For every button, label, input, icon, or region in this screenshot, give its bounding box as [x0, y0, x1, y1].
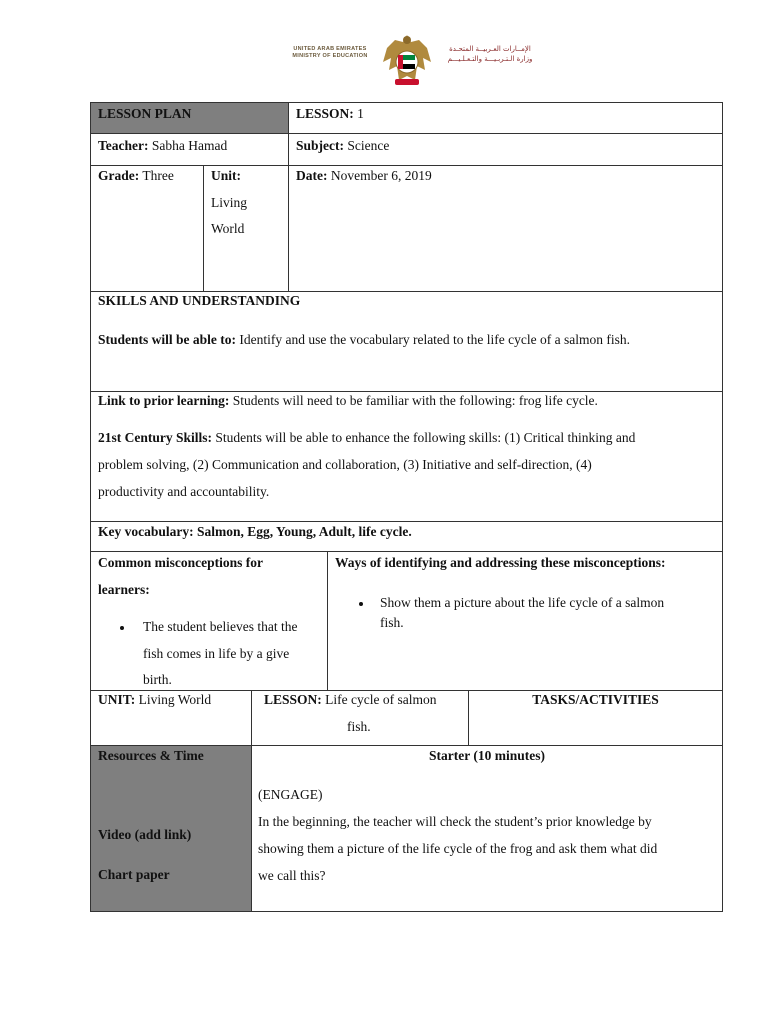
addressing-line1: Show them a picture about the life cycle of a salmon: [380, 595, 665, 610]
subject-value: Science: [344, 138, 390, 153]
resources-cell: [90, 745, 252, 912]
grade-cell: [90, 165, 204, 292]
prior-value: Students will need to be familiar with the following: frog life cycle.: [229, 393, 598, 408]
engage-label: (ENGAGE): [258, 787, 323, 802]
misconception-line2: fish comes in life by a give: [143, 646, 290, 661]
lesson-number: [296, 106, 364, 122]
students-able: [98, 332, 630, 348]
subject: [296, 138, 389, 154]
addressing-misconceptions-cell: [327, 551, 723, 691]
able-label: Students will be able to:: [98, 332, 237, 347]
prior-label: Link to prior learning:: [98, 393, 230, 408]
starter-line1: In the beginning, the teacher will check the student’s prior knowledge by: [258, 814, 652, 829]
uae-emblem-icon: [381, 32, 433, 90]
resource-chart-paper: Chart paper: [98, 867, 170, 882]
ministry-en-line1: UNITED ARAB EMIRATES: [293, 46, 367, 52]
unit-row-unit-label: UNIT:: [98, 692, 136, 707]
resources-heading: Resources & Time: [98, 748, 204, 763]
misconceptions-heading-line2: learners:: [98, 582, 150, 597]
skills-heading: SKILLS AND UNDERSTANDING: [98, 293, 301, 308]
unit-row-unit-cell: [90, 690, 252, 746]
grade: [98, 168, 174, 184]
lesson-plan-cell: [90, 102, 289, 134]
skills-section: [90, 291, 723, 392]
starter-cell: [251, 745, 723, 912]
prior-learning: [98, 393, 598, 409]
teacher: [98, 138, 227, 154]
century-line3: productivity and accountability.: [98, 484, 270, 499]
unit-label: Unit:: [211, 168, 241, 183]
lesson-plan-title: LESSON PLAN: [98, 106, 192, 121]
lesson-value: 1: [353, 106, 364, 121]
resource-video: Video (add link): [98, 827, 192, 842]
unit-row-lesson-line2: fish.: [347, 719, 371, 734]
starter-heading: Starter (10 minutes): [429, 748, 545, 763]
key-vocabulary: Key vocabulary: Salmon, Egg, Young, Adult, life cycle.: [98, 524, 412, 539]
grade-value: Three: [139, 168, 174, 183]
misconceptions-cell: [90, 551, 328, 691]
unit-row-lesson: [264, 692, 437, 708]
ministry-ar-line2: وزارة الـتـربـيـــة والتـعـلـيـــم: [447, 55, 533, 63]
tasks-activities-cell: [468, 690, 723, 746]
teacher-label: Teacher:: [98, 138, 149, 153]
addressing-line2: fish.: [380, 615, 404, 630]
ministry-header: [0, 28, 768, 94]
starter-line3: we call this?: [258, 868, 326, 883]
lesson-number-cell: [288, 102, 723, 134]
unit-row-lesson-cell: [251, 690, 469, 746]
misconception-line3: birth.: [143, 672, 172, 687]
teacher-value: Sabha Hamad: [148, 138, 228, 153]
unit-row-unit-value: Living World: [135, 692, 212, 707]
unit-row-lesson-label: LESSON:: [264, 692, 322, 707]
century-line2: problem solving, (2) Communication and collaboration, (3) Initiative and self-direction, (4): [98, 457, 592, 472]
subject-cell: [288, 133, 723, 166]
prior-learning-section: [90, 391, 723, 522]
able-value: Identify and use the vocabulary related to the life cycle of a salmon fish.: [236, 332, 630, 347]
key-vocabulary-cell: [90, 521, 723, 552]
teacher-cell: [90, 133, 289, 166]
subject-label: Subject:: [296, 138, 344, 153]
ministry-name-arabic: [440, 44, 540, 64]
century-label: 21st Century Skills:: [98, 430, 213, 445]
unit-line1: Living: [211, 195, 247, 210]
unit-row-unit: [98, 692, 211, 708]
unit-cell: [203, 165, 289, 292]
bullet-icon: [120, 626, 124, 630]
misconception-line1: The student believes that the: [143, 619, 298, 634]
ministry-ar-line1: الإمــارات العـربيــة المتحـدة: [449, 45, 531, 53]
century-skills: [98, 430, 635, 446]
tasks-activities-heading: TASKS/ACTIVITIES: [532, 692, 659, 707]
date-value: November 6, 2019: [327, 168, 432, 183]
date: [296, 168, 432, 184]
addressing-heading: Ways of identifying and addressing these misconceptions:: [335, 555, 666, 570]
ministry-en-line2: MINISTRY OF EDUCATION: [292, 53, 368, 59]
misconceptions-heading-line1: Common misconceptions for: [98, 555, 263, 570]
starter-line2: showing them a picture of the life cycle of the frog and ask them what did: [258, 841, 658, 856]
lesson-label: LESSON:: [296, 106, 354, 121]
grade-label: Grade:: [98, 168, 140, 183]
ministry-name-english: [284, 46, 376, 60]
bullet-icon: [359, 602, 363, 606]
date-cell: [288, 165, 723, 292]
unit-row-lesson-line1: Life cycle of salmon: [321, 692, 437, 707]
date-label: Date:: [296, 168, 328, 183]
unit-line2: World: [211, 221, 245, 236]
century-line1: Students will be able to enhance the following skills: (1) Critical thinking and: [212, 430, 636, 445]
